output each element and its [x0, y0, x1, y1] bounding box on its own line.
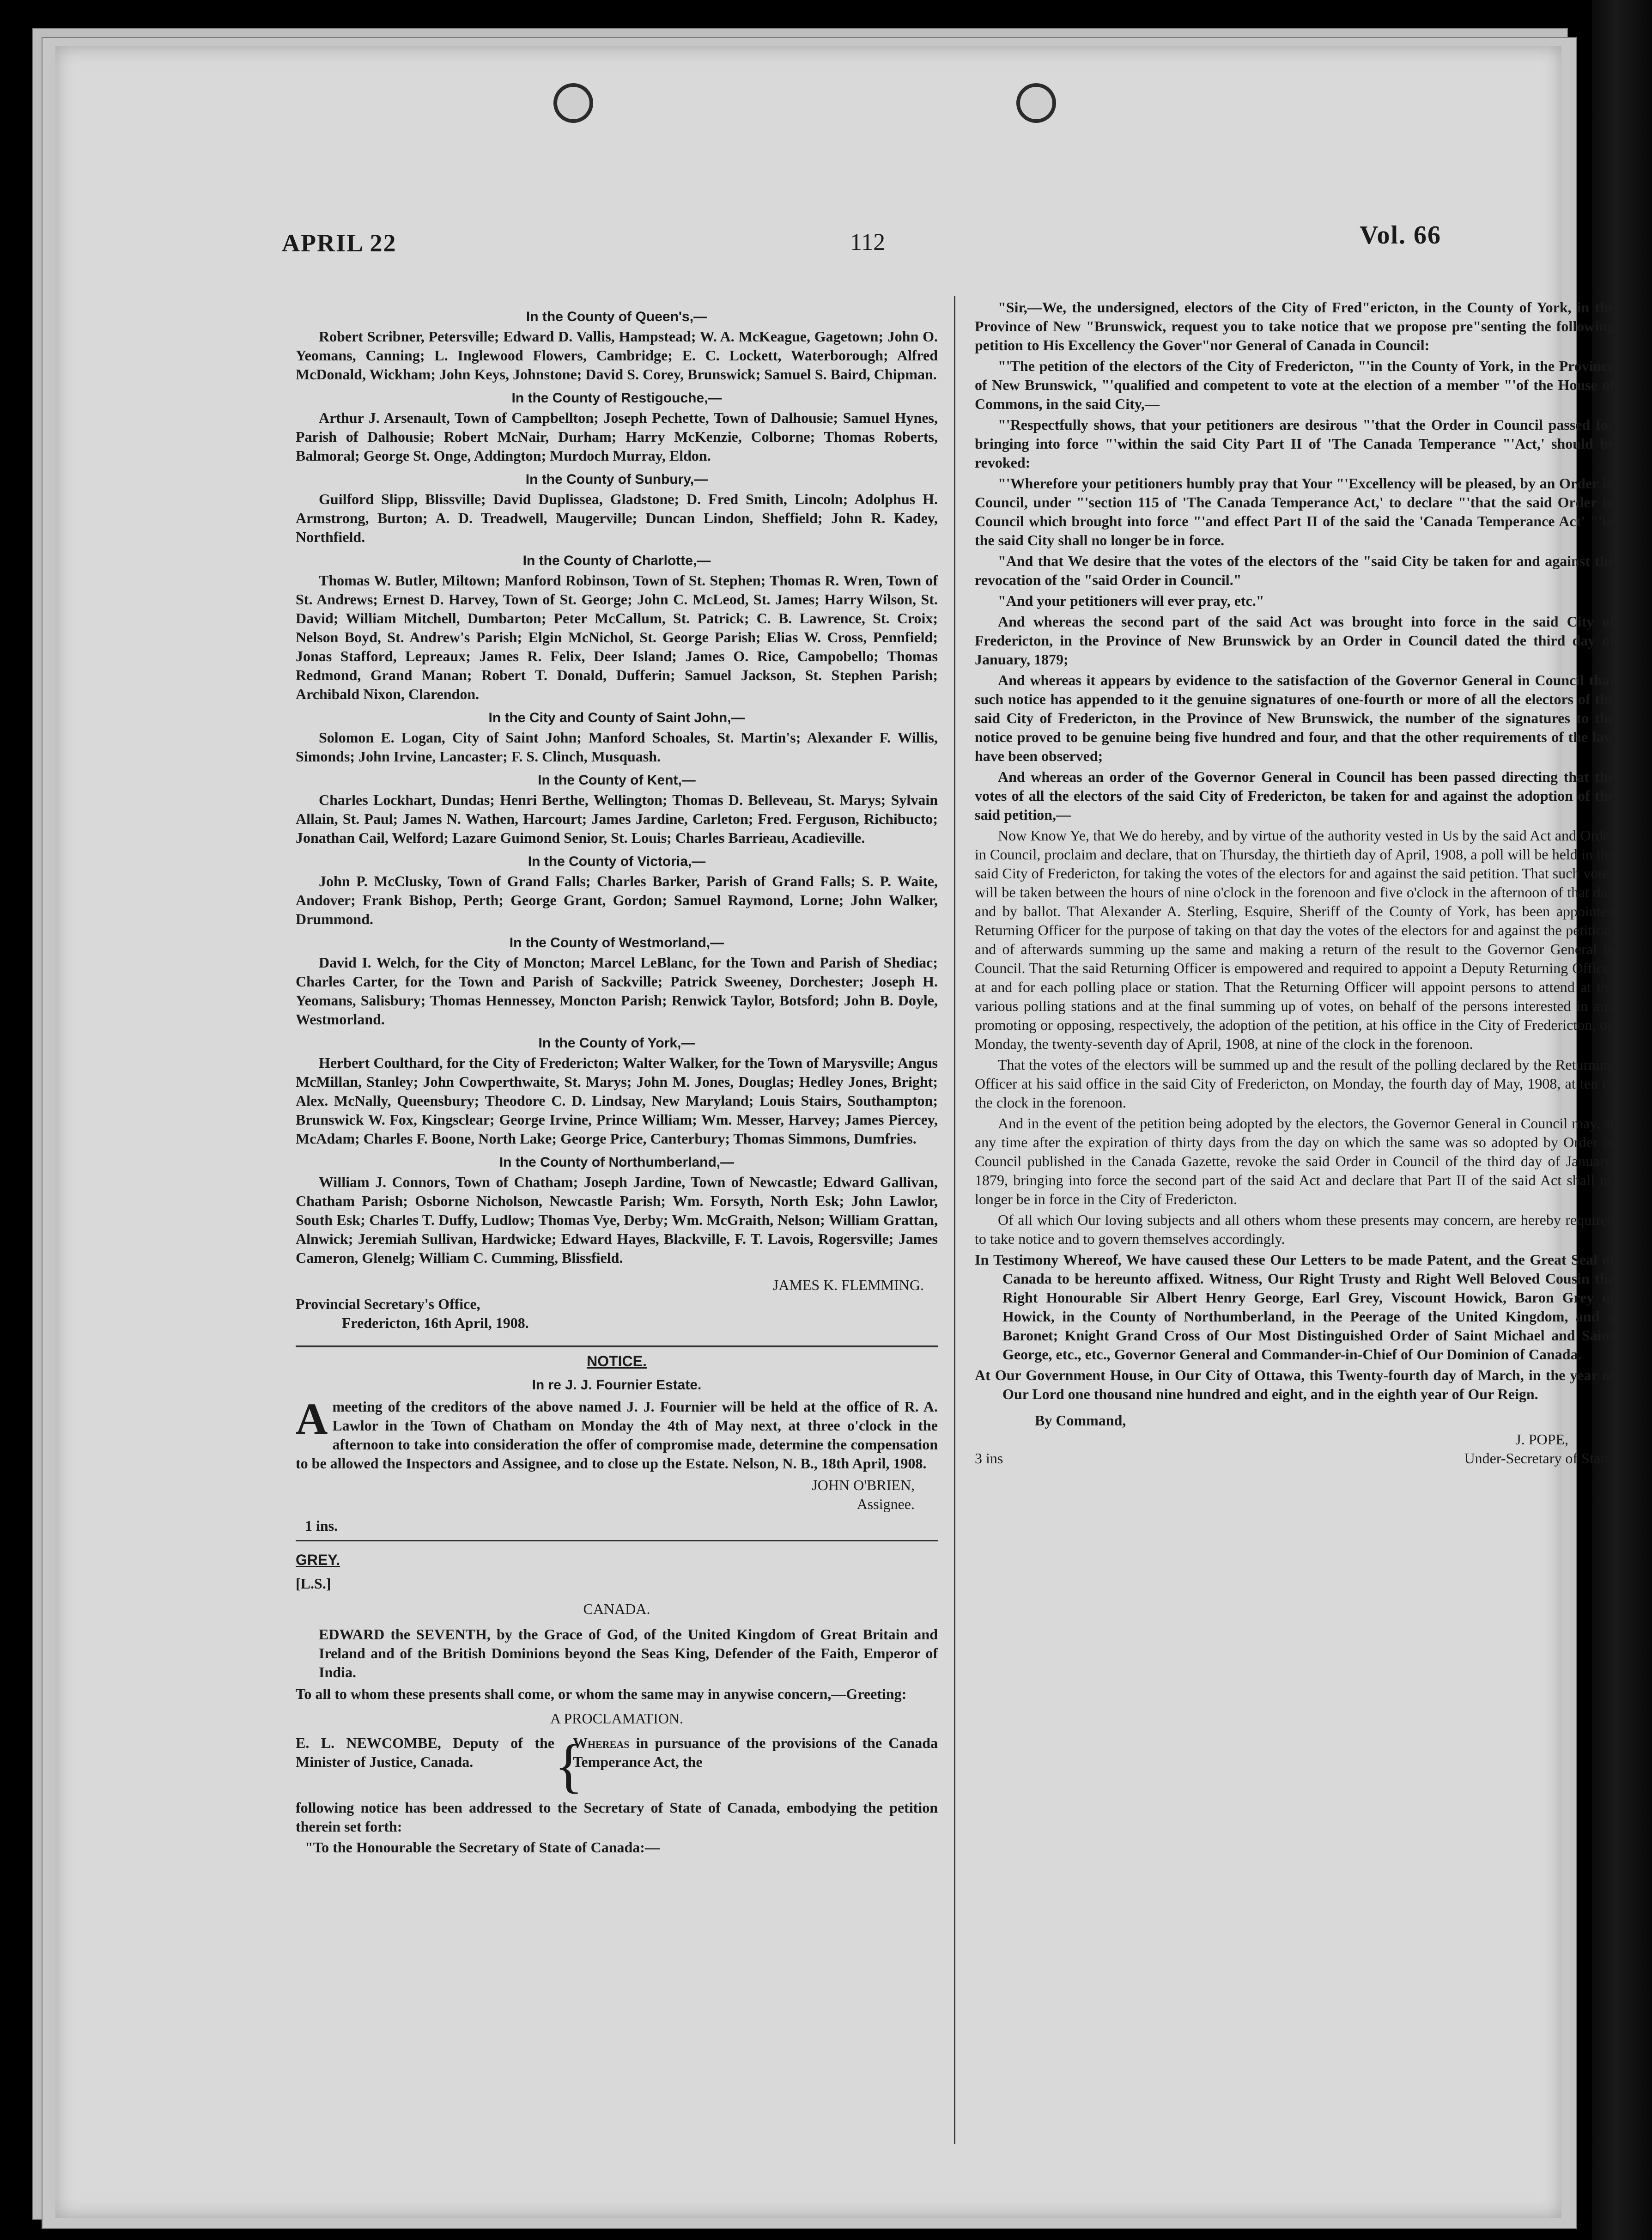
proclamation-edward: EDWARD the SEVENTH, by the Grace of God, of the United Kingdom of Great Britain and Ireland and of the British Dominions beyond the Seas King, Defender of the Faith, Emperor of India. [319, 1626, 938, 1680]
county-names: Robert Scribner, Petersville; Edward D. Vallis, Hampstead; W. A. McKeague, Gagetown; John O. Yeomans, Canning; L. Inglewood Flowers, Cambridge; E. C. Lockett, Waterborough; Alfred McDonald, Wickham; John Keys, Johnstone; David S. Corey, Brunswick; Samuel S. Baird, Chipman. [296, 328, 938, 383]
notice-dropcap: A [296, 1394, 328, 1443]
pope-insertions: 3 ins [975, 1450, 1003, 1467]
proclamation-continued: following notice has been addressed to the Secretary of State of Canada, embodying the petition therein set forth: [296, 1799, 938, 1835]
header-volume: Vol. 66 [1360, 221, 1441, 250]
notice-signer-title: Assignee. [856, 1496, 915, 1512]
county-names: Charles Lockhart, Dundas; Henri Berthe, Wellington; Thomas D. Belleveau, St. Marys; Sylvain Allain, St. Paul; James N. Wathen, Harcourt; James Jardine, Carleton; Fred. Ferguson, Richibucto; Jonathan Cail, Welford; Lazare Guimond Senior, St. Louis; Charles Barrieau, Acadieville. [296, 791, 938, 846]
government-house-paragraph: At Our Government House, in Our City of Ottawa, this Twenty-fourth day of March, in the year of Our Lord one thousand nine hundred and eight, and in the eighth year of Our Reign. [975, 1367, 1615, 1402]
event-paragraph: And in the event of the petition being adopted by the electors, the Governor General in Council may, at any time after the expiration of thirty days from the day on which the same was so adopted by Order in Council published in the Canada Gazette, revoke the said Order in Council of the third day of January, 1879, bringing into force the second part of the said Act and declare that Part II of the said Act shall no longer be in force in the City of Fredericton. [975, 1115, 1615, 1207]
proclamation-quote-open: "To the Honourable the Secretary of State of Canada:— [305, 1839, 660, 1856]
notice-insertions: 1 ins. [305, 1517, 338, 1534]
county-heading: In the County of Restigouche,— [511, 390, 722, 406]
notice-place-date: Nelson, N. B., 18th April, 1908. [732, 1455, 927, 1472]
petition-paragraph: "Sir,—We, the undersigned, electors of the City of Fred"ericton, in the County of York, in the Province of New "Brunswick, request you to take notice that we propose pre"senting the following petition to His Excellency the Gover"nor General of Canada in Council: [975, 299, 1615, 353]
section-rule [296, 1540, 938, 1541]
whereas-paragraph: And whereas an order of the Governor General in Council has been passed directing that the votes of all the electors of the said City of Fredericton, be taken for and against the adoption of the said petition,— [975, 768, 1615, 823]
newcombe-name: E. L. NEWCOMBE, Deputy of the Minister of Justice, Canada. [296, 1735, 554, 1770]
county-names: John P. McClusky, Town of Grand Falls; Charles Barker, Parish of Grand Falls; S. P. Waite, Andover; Frank Bishop, Perth; George Grant, Gordon; Samuel Raymond, Lorne; John Walker, Drummond. [296, 873, 938, 927]
secretary-office: Provincial Secretary's Office, [296, 1296, 480, 1312]
punch-hole-right [1016, 83, 1056, 123]
proclamation-heading: A PROCLAMATION. [550, 1710, 684, 1727]
proclamation-to-all: To all to whom these presents shall come, or whom the same may in anywise concern,—Greeting: [296, 1686, 907, 1702]
county-section [296, 307, 938, 384]
county-heading: In the County of Victoria,— [528, 854, 706, 869]
county-heading: In the County of Northumberland,— [499, 1155, 735, 1170]
petition-paragraph: "And that We desire that the votes of the electors of the "said City be taken for and against the revocation of the "said Order in Council." [975, 553, 1615, 588]
county-names: Solomon E. Logan, City of Saint John; Manford Schoales, St. Martin's; Alexander F. Willis, Simonds; John Irvine, Lancaster; F. S. Clinch, Musquash. [296, 729, 938, 765]
notice-title: NOTICE. [587, 1353, 647, 1370]
whereas-text [573, 1734, 938, 1798]
whereas-paragraph: And whereas the second part of the said Act was brought into force in the said City of Fredericton, in the Province of New Brunswick by an Order in Council dated the third day of January, 1879; [975, 613, 1615, 668]
punch-hole-left [553, 83, 593, 123]
petition-paragraph: "'Wherefore your petitioners humbly pray that Your "'Excellency will be pleased, by an Order in Council, under "'section 115 of 'The Canada Temperance Act,' to declare "'that the said Order in Council which brought into force "'and effect Part II of the said the 'Canada Temperance Act' "'in the said City shall no longer be in force. [975, 475, 1615, 548]
county-names: William J. Connors, Town of Chatham; Joseph Jardine, Town of Newcastle; Edward Gallivan, Chatham Parish; Osborne Nicholson, Newcastle Parish; Wm. Forsyth, North Esk; John Lawlor, South Esk; Charles T. Duffy, Ludlow; Thomas Vye, Derby; Wm. McGraith, Nelson; William Grattan, Alnwick; Jeremiah Sullivan, Hardwicke; Edward Hayes, Blackville, F. T. Lavois, Rogersville; James Cameron, Glenelg; William C. Cumming, Blissfield. [296, 1174, 938, 1266]
county-section [296, 708, 938, 766]
now-know-paragraph: Now Know Ye, that We do hereby, and by virtue of the authority vested in Us by the said Act and Order in Council, proclaim and declare, that on Thursday, the thirtieth day of April, 1908, a poll will be held in the said City of Fredericton, for taking the votes of the electors for and against the said petition. That such votes will be taken between the hours of nine o'clock in the forenoon and five o'clock in the afternoon of that day and by ballot. That Alexander A. Sterling, Esquire, Sheriff of the County of York, has been appointed Returning Officer for the purpose of taking on that day the votes of the electors for and against the petition, and of afterwards summing up the same and making a return of the result to the Governor General in Council. That the said Returning Officer is empowered and required to appoint a Deputy Returning Officer at and for each polling place or station. That the Returning Officer will appoint persons to attend at the various polling stations and at the final summing up of votes, on behalf of the persons interested in and promoting or opposing, respectively, the adoption of the petition, at his office in the City of Fredericton, on Monday, the twenty-seventh day of April, 1908, at nine of the clock in the forenoon. [975, 827, 1615, 1052]
county-heading: In the County of Kent,— [538, 773, 696, 788]
county-section [296, 852, 938, 929]
notice-subtitle: In re J. J. Fournier Estate. [532, 1377, 702, 1393]
county-section [296, 933, 938, 1029]
header-date: APRIL 22 [282, 229, 397, 257]
whereas-rest: in pursuance of the provisions of the Canada Temperance Act, the [573, 1735, 938, 1770]
county-names: Arthur J. Arsenault, Town of Campbellton; Joseph Pechette, Town of Dalhousie; Samuel Hynes, Parish of Dalhousie; Robert McNair, Durham; Harry McKenzie, Colborne; Thomas Roberts, Balmoral; George St. Onge, Addington; Murdoch Murray, Eldon. [296, 409, 938, 464]
pope-title-line [975, 1449, 1615, 1468]
notice-body [296, 1394, 938, 1473]
county-section [296, 1034, 938, 1148]
county-heading: In the County of York,— [538, 1035, 695, 1051]
right-column [975, 298, 1615, 1468]
all-which-paragraph: Of all which Our loving subjects and all others whom these presents may concern, are hereby required to take notice and to govern themselves accordingly. [975, 1211, 1615, 1247]
section-rule [296, 1345, 938, 1347]
county-section [296, 389, 938, 465]
flemming-signature: JAMES K. FLEMMING. [772, 1277, 924, 1293]
county-heading: In the City and County of Saint John,— [488, 710, 745, 725]
county-section [296, 470, 938, 547]
petition-paragraph: "'The petition of the electors of the City of Fredericton, "'in the County of York, in the Province of New Brunswick, "'qualified and competent to vote at the election of a member "'of the House of Commons, in the said City,— [975, 358, 1615, 412]
petition-paragraph: "And your petitioners will ever pray, etc." [998, 592, 1264, 609]
newcombe-block [296, 1734, 938, 1798]
county-section [296, 1153, 938, 1267]
testimony-paragraph: In Testimony Whereof, We have caused these Our Letters to be made Patent, and the Great Seal of Canada to be hereunto affixed. Witness, Our Right Trusty and Right Well Beloved Cousin the Right Honourable Sir Albert Henry George, Earl Grey, Viscount Howick, Baron Grey of Howick, in the County of Northumberland, in the Peerage of the United Kingdom, and a Baronet; Knight Grand Cross of Our Most Distinguished Order of Saint Michael and Saint George, etc., etc., Governor General and Commander-in-Chief of Our Dominion of Canada. [975, 1251, 1615, 1363]
proclamation-grey: GREY. [296, 1552, 340, 1568]
by-command: By Command, [1035, 1412, 1126, 1429]
county-section [296, 551, 938, 704]
county-names: David I. Welch, for the City of Moncton; Marcel LeBlanc, for the Town and Parish of Shediac; Charles Carter, for the Town and Parish of Sackville; Patrick Sweeney, Dorchester; Joseph H. Yeomans, Salisbury; Thomas Hennessey, Moncton Parish; Renwick Taylor, Botsford; John B. Doyle, Westmorland. [296, 954, 938, 1028]
whereas-paragraph: And whereas it appears by evidence to the satisfaction of the Governor General in Council that such notice has appended to it the genuine signatures of one-fourth or more of all the electors of the said City of Fredericton, in the Province of New Brunswick, the number of the signatures to the notice proved to be genuine being five hundred and four, and that the other requirements of the law have been observed; [975, 672, 1615, 764]
secretary-place-date: Fredericton, 16th April, 1908. [342, 1315, 529, 1331]
county-names: Herbert Coulthard, for the City of Fredericton; Walter Walker, for the Town of Marysville; Angus McMillan, Stanley; John Cowperthwaite, St. Marys; John M. Jones, Douglas; Hedley Jones, Bright; Alex. McNally, Queensbury; Theodore C. D. Lindsay, New Maryland; Louis Stairs, Southampton; Brunswick W. Fox, Kingsclear; George Irvine, Prince William; Wm. Messer, Harvey; James Piercey, McAdam; Charles F. Boone, North Lake; George Price, Canterbury; Thomas Simmons, Dumfries. [296, 1054, 938, 1147]
county-heading: In the County of Sunbury,— [525, 472, 708, 487]
county-section [296, 771, 938, 847]
header-page-number: 112 [850, 229, 886, 256]
column-divider [954, 296, 955, 2144]
whereas-word: Whereas [573, 1735, 630, 1751]
left-column [296, 303, 938, 1857]
pope-name: J. POPE, [1515, 1431, 1568, 1448]
county-names: Thomas W. Butler, Miltown; Manford Robinson, Town of St. Stephen; Thomas R. Wren, Town of St. Andrews; Ernest D. Harvey, Town of St. George; John C. McLeod, St. James; Harry Wilson, St. David; William Mitchell, Dumbarton; Peter McCallum, St. Patrick; C. B. Lawrence, St. Croix; Nelson Boyd, St. Andrew's Parish; Elgin McNichol, St. George Parish; Elias W. Cross, Pennfield; Jonas Stafford, Lepreaux; James R. Felix, Deer Island; James O. Rice, Campobello; Thomas Redmond, Grand Manan; Robert T. Donald, Dufferin; Samuel Jackson, St. Stephen Parish; Archibald Nixon, Clarendon. [296, 572, 938, 702]
gazette-page [55, 46, 1615, 2218]
county-heading: In the County of Charlotte,— [522, 553, 711, 568]
county-heading: In the County of Queen's,— [526, 309, 708, 324]
pope-title: Under-Secretary of State. [1464, 1450, 1615, 1467]
pope-signature-block [975, 1411, 1615, 1468]
brace-glyph: { [554, 1733, 583, 1799]
proclamation-canada: CANADA. [583, 1601, 650, 1617]
county-names: Guilford Slipp, Blissville; David Duplissea, Gladstone; D. Fred Smith, Lincoln; Adolphus H. Armstrong, Burton; A. D. Treadwell, Maugerville; Duncan Lindon, Sheffield; John R. Kadey, Northfield. [296, 491, 938, 545]
page-header [55, 221, 1561, 275]
petition-paragraph: "'Respectfully shows, that your petitioners are desirous "'that the Order in Council passed for bringing into force "'within the said City Part II of 'The Canada Temperance "'Act,' should be revoked: [975, 416, 1615, 471]
county-heading: In the County of Westmorland,— [509, 935, 724, 950]
notice-signer: JOHN O'BRIEN, [812, 1477, 915, 1493]
proclamation-seal: [L.S.] [296, 1575, 331, 1592]
notice-body-text: meeting of the creditors of the above named J. J. Fournier will be held at the office of R. A. Lawlor in the Town of Chatham on Monday the 4th of May next, at three o'clock in the afternoon to take into consideration the offer of compromise made, determine the compensation to be allowed the Inspectors and Assignee, and to close up the Estate. [296, 1398, 938, 1472]
summed-paragraph: That the votes of the electors will be summed up and the result of the polling declared by the Returning Officer at his said office in the said City of Fredericton, on Monday, the fourth day of May, 1908, at ten of the clock in the forenoon. [975, 1056, 1615, 1111]
